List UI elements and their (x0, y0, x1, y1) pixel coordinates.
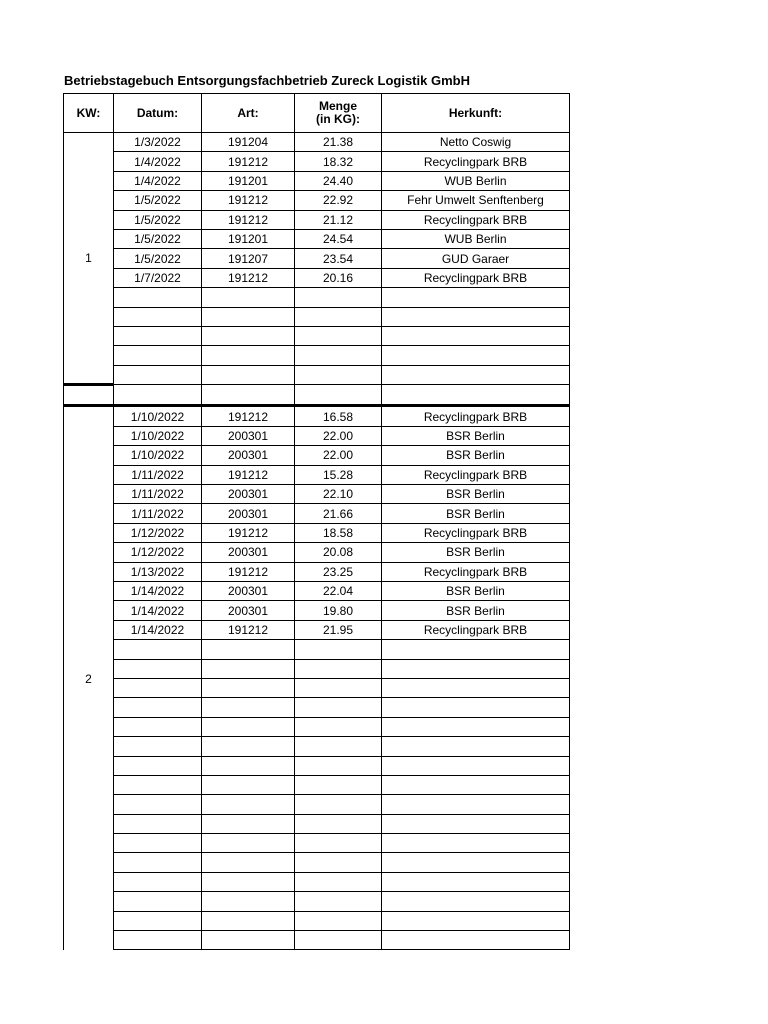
art-cell (202, 795, 295, 814)
menge-cell (295, 872, 382, 891)
empty-row (64, 814, 570, 833)
datum-cell: 1/5/2022 (114, 210, 202, 229)
table-row (64, 504, 570, 523)
empty-row (64, 678, 570, 697)
empty-row (64, 756, 570, 775)
herkunft-cell (382, 640, 570, 659)
empty-row (64, 911, 570, 930)
art-cell: 191212 (202, 210, 295, 229)
datum-cell: 1/5/2022 (114, 229, 202, 248)
art-cell (202, 775, 295, 794)
separator-cell (202, 385, 295, 406)
datum-cell: 1/12/2022 (114, 543, 202, 562)
datum-cell (114, 853, 202, 872)
herkunft-cell (382, 717, 570, 736)
menge-cell: 19.80 (295, 601, 382, 620)
art-cell: 191204 (202, 133, 295, 152)
menge-cell: 22.92 (295, 191, 382, 210)
herkunft-cell: BSR Berlin (382, 485, 570, 504)
art-cell (202, 872, 295, 891)
art-cell (202, 365, 295, 384)
menge-cell (295, 795, 382, 814)
empty-row (64, 365, 570, 384)
datum-cell (114, 678, 202, 697)
datum-cell: 1/11/2022 (114, 465, 202, 484)
herkunft-cell (382, 872, 570, 891)
table-row (64, 152, 570, 171)
datum-cell: 1/14/2022 (114, 601, 202, 620)
menge-cell: 21.38 (295, 133, 382, 152)
menge-cell: 22.00 (295, 446, 382, 465)
herkunft-cell (382, 678, 570, 697)
art-cell (202, 756, 295, 775)
header-menge-line1: Menge (318, 99, 357, 113)
datum-cell (114, 911, 202, 930)
menge-cell: 23.54 (295, 249, 382, 268)
datum-cell (114, 795, 202, 814)
empty-row (64, 872, 570, 891)
herkunft-cell: BSR Berlin (382, 543, 570, 562)
empty-row (64, 640, 570, 659)
menge-cell: 18.58 (295, 523, 382, 542)
herkunft-cell: Recyclingpark BRB (382, 465, 570, 484)
herkunft-cell: Fehr Umwelt Senftenberg (382, 191, 570, 210)
herkunft-cell: WUB Berlin (382, 171, 570, 190)
art-cell: 191207 (202, 249, 295, 268)
herkunft-cell (382, 795, 570, 814)
datum-cell: 1/5/2022 (114, 249, 202, 268)
week-separator (64, 385, 570, 406)
menge-cell (295, 717, 382, 736)
art-cell: 191212 (202, 620, 295, 639)
table-row (64, 581, 570, 600)
art-cell (202, 678, 295, 697)
menge-cell (295, 288, 382, 307)
menge-cell: 21.12 (295, 210, 382, 229)
menge-cell: 20.08 (295, 543, 382, 562)
art-cell (202, 346, 295, 365)
table-row (64, 210, 570, 229)
menge-cell (295, 698, 382, 717)
art-cell: 191201 (202, 229, 295, 248)
datum-cell (114, 659, 202, 678)
datum-cell (114, 640, 202, 659)
herkunft-cell: GUD Garaer (382, 249, 570, 268)
art-cell (202, 737, 295, 756)
header-herkunft: Herkunft: (382, 94, 570, 133)
separator-row (64, 385, 570, 406)
herkunft-cell (382, 288, 570, 307)
kw-cell: 1 (64, 133, 114, 385)
datum-cell (114, 346, 202, 365)
herkunft-cell: Recyclingpark BRB (382, 406, 570, 426)
datum-cell: 1/7/2022 (114, 268, 202, 287)
herkunft-cell (382, 365, 570, 384)
empty-row (64, 326, 570, 345)
datum-cell: 1/5/2022 (114, 191, 202, 210)
empty-row (64, 717, 570, 736)
art-cell: 191212 (202, 191, 295, 210)
separator-cell (64, 385, 114, 406)
datum-cell: 1/11/2022 (114, 504, 202, 523)
datum-cell (114, 814, 202, 833)
menge-cell (295, 853, 382, 872)
empty-row (64, 737, 570, 756)
empty-row (64, 659, 570, 678)
menge-cell (295, 756, 382, 775)
menge-cell: 21.95 (295, 620, 382, 639)
herkunft-cell: BSR Berlin (382, 446, 570, 465)
menge-cell: 22.00 (295, 426, 382, 445)
table-row (64, 465, 570, 484)
datum-cell: 1/13/2022 (114, 562, 202, 581)
menge-cell: 24.54 (295, 229, 382, 248)
art-cell: 191212 (202, 152, 295, 171)
herkunft-cell (382, 737, 570, 756)
herkunft-cell (382, 698, 570, 717)
header-kw: KW: (64, 94, 114, 133)
herkunft-cell: Recyclingpark BRB (382, 562, 570, 581)
herkunft-cell (382, 307, 570, 326)
datum-cell: 1/12/2022 (114, 523, 202, 542)
header-menge (295, 94, 382, 133)
datum-cell: 1/10/2022 (114, 406, 202, 426)
herkunft-cell (382, 346, 570, 365)
menge-cell (295, 892, 382, 911)
empty-row (64, 288, 570, 307)
empty-row (64, 892, 570, 911)
art-cell: 191212 (202, 268, 295, 287)
datum-cell (114, 326, 202, 345)
table-row (64, 191, 570, 210)
datum-cell (114, 365, 202, 384)
herkunft-cell (382, 775, 570, 794)
art-cell (202, 853, 295, 872)
datum-cell: 1/3/2022 (114, 133, 202, 152)
empty-row (64, 853, 570, 872)
datum-cell (114, 307, 202, 326)
menge-cell (295, 737, 382, 756)
week-group-2 (64, 406, 570, 950)
herkunft-cell (382, 853, 570, 872)
art-cell (202, 911, 295, 930)
menge-cell: 22.04 (295, 581, 382, 600)
table-row (64, 485, 570, 504)
art-cell (202, 659, 295, 678)
table-row (64, 133, 570, 152)
herkunft-cell: BSR Berlin (382, 601, 570, 620)
herkunft-cell: BSR Berlin (382, 426, 570, 445)
art-cell: 191201 (202, 171, 295, 190)
header-datum: Datum: (114, 94, 202, 133)
menge-cell (295, 640, 382, 659)
art-cell: 200301 (202, 485, 295, 504)
document-title: Betriebstagebuch Entsorgungsfachbetrieb Zureck Logistik GmbH (64, 73, 470, 88)
datum-cell (114, 775, 202, 794)
menge-cell (295, 365, 382, 384)
datum-cell (114, 737, 202, 756)
herkunft-cell: WUB Berlin (382, 229, 570, 248)
kw-cell: 2 (64, 406, 114, 950)
menge-cell: 18.32 (295, 152, 382, 171)
empty-row (64, 698, 570, 717)
datum-cell (114, 931, 202, 950)
menge-cell (295, 326, 382, 345)
herkunft-cell: BSR Berlin (382, 504, 570, 523)
empty-row (64, 775, 570, 794)
menge-cell: 15.28 (295, 465, 382, 484)
art-cell: 200301 (202, 426, 295, 445)
datum-cell (114, 834, 202, 853)
art-cell: 191212 (202, 523, 295, 542)
herkunft-cell (382, 659, 570, 678)
art-cell (202, 814, 295, 833)
menge-cell (295, 307, 382, 326)
datum-cell: 1/14/2022 (114, 581, 202, 600)
table-row (64, 562, 570, 581)
art-cell (202, 288, 295, 307)
separator-cell (382, 385, 570, 406)
table-row (64, 543, 570, 562)
art-cell (202, 640, 295, 659)
datum-cell: 1/10/2022 (114, 446, 202, 465)
empty-row (64, 346, 570, 365)
datum-cell: 1/11/2022 (114, 485, 202, 504)
table-row (64, 229, 570, 248)
herkunft-cell: Recyclingpark BRB (382, 620, 570, 639)
menge-cell: 16.58 (295, 406, 382, 426)
herkunft-cell (382, 326, 570, 345)
table-row (64, 249, 570, 268)
menge-cell (295, 775, 382, 794)
menge-cell: 23.25 (295, 562, 382, 581)
table-row (64, 171, 570, 190)
table-row (64, 601, 570, 620)
separator-cell (114, 385, 202, 406)
art-cell: 200301 (202, 601, 295, 620)
herkunft-cell: Recyclingpark BRB (382, 210, 570, 229)
art-cell: 200301 (202, 581, 295, 600)
datum-cell (114, 698, 202, 717)
menge-cell (295, 678, 382, 697)
menge-cell (295, 834, 382, 853)
datum-cell: 1/14/2022 (114, 620, 202, 639)
art-cell: 191212 (202, 406, 295, 426)
art-cell (202, 307, 295, 326)
datum-cell (114, 717, 202, 736)
datum-cell (114, 756, 202, 775)
art-cell: 200301 (202, 543, 295, 562)
table-row (64, 523, 570, 542)
menge-cell (295, 346, 382, 365)
art-cell (202, 698, 295, 717)
art-cell (202, 326, 295, 345)
table-row (64, 446, 570, 465)
datum-cell: 1/4/2022 (114, 171, 202, 190)
menge-cell: 21.66 (295, 504, 382, 523)
header-menge-line2: (in KG): (316, 112, 360, 126)
art-cell: 200301 (202, 446, 295, 465)
menge-cell: 22.10 (295, 485, 382, 504)
menge-cell: 24.40 (295, 171, 382, 190)
menge-cell (295, 911, 382, 930)
table-row (64, 268, 570, 287)
herkunft-cell: BSR Berlin (382, 581, 570, 600)
menge-cell (295, 931, 382, 950)
table-row (64, 620, 570, 639)
empty-row (64, 307, 570, 326)
menge-cell: 20.16 (295, 268, 382, 287)
art-cell (202, 931, 295, 950)
week-group-1 (64, 133, 570, 385)
log-table (63, 93, 570, 950)
art-cell: 200301 (202, 504, 295, 523)
table-header (64, 94, 570, 133)
herkunft-cell (382, 814, 570, 833)
menge-cell (295, 659, 382, 678)
header-art: Art: (202, 94, 295, 133)
herkunft-cell (382, 892, 570, 911)
art-cell: 191212 (202, 562, 295, 581)
datum-cell: 1/4/2022 (114, 152, 202, 171)
herkunft-cell (382, 911, 570, 930)
separator-cell (295, 385, 382, 406)
datum-cell: 1/10/2022 (114, 426, 202, 445)
table-row (64, 426, 570, 445)
herkunft-cell (382, 931, 570, 950)
art-cell (202, 892, 295, 911)
datum-cell (114, 872, 202, 891)
herkunft-cell (382, 756, 570, 775)
herkunft-cell: Recyclingpark BRB (382, 268, 570, 287)
empty-row (64, 931, 570, 950)
herkunft-cell: Netto Coswig (382, 133, 570, 152)
herkunft-cell: Recyclingpark BRB (382, 523, 570, 542)
herkunft-cell: Recyclingpark BRB (382, 152, 570, 171)
art-cell: 191212 (202, 465, 295, 484)
datum-cell (114, 892, 202, 911)
empty-row (64, 834, 570, 853)
art-cell (202, 834, 295, 853)
art-cell (202, 717, 295, 736)
herkunft-cell (382, 834, 570, 853)
menge-cell (295, 814, 382, 833)
empty-row (64, 795, 570, 814)
table-row (64, 406, 570, 426)
datum-cell (114, 288, 202, 307)
